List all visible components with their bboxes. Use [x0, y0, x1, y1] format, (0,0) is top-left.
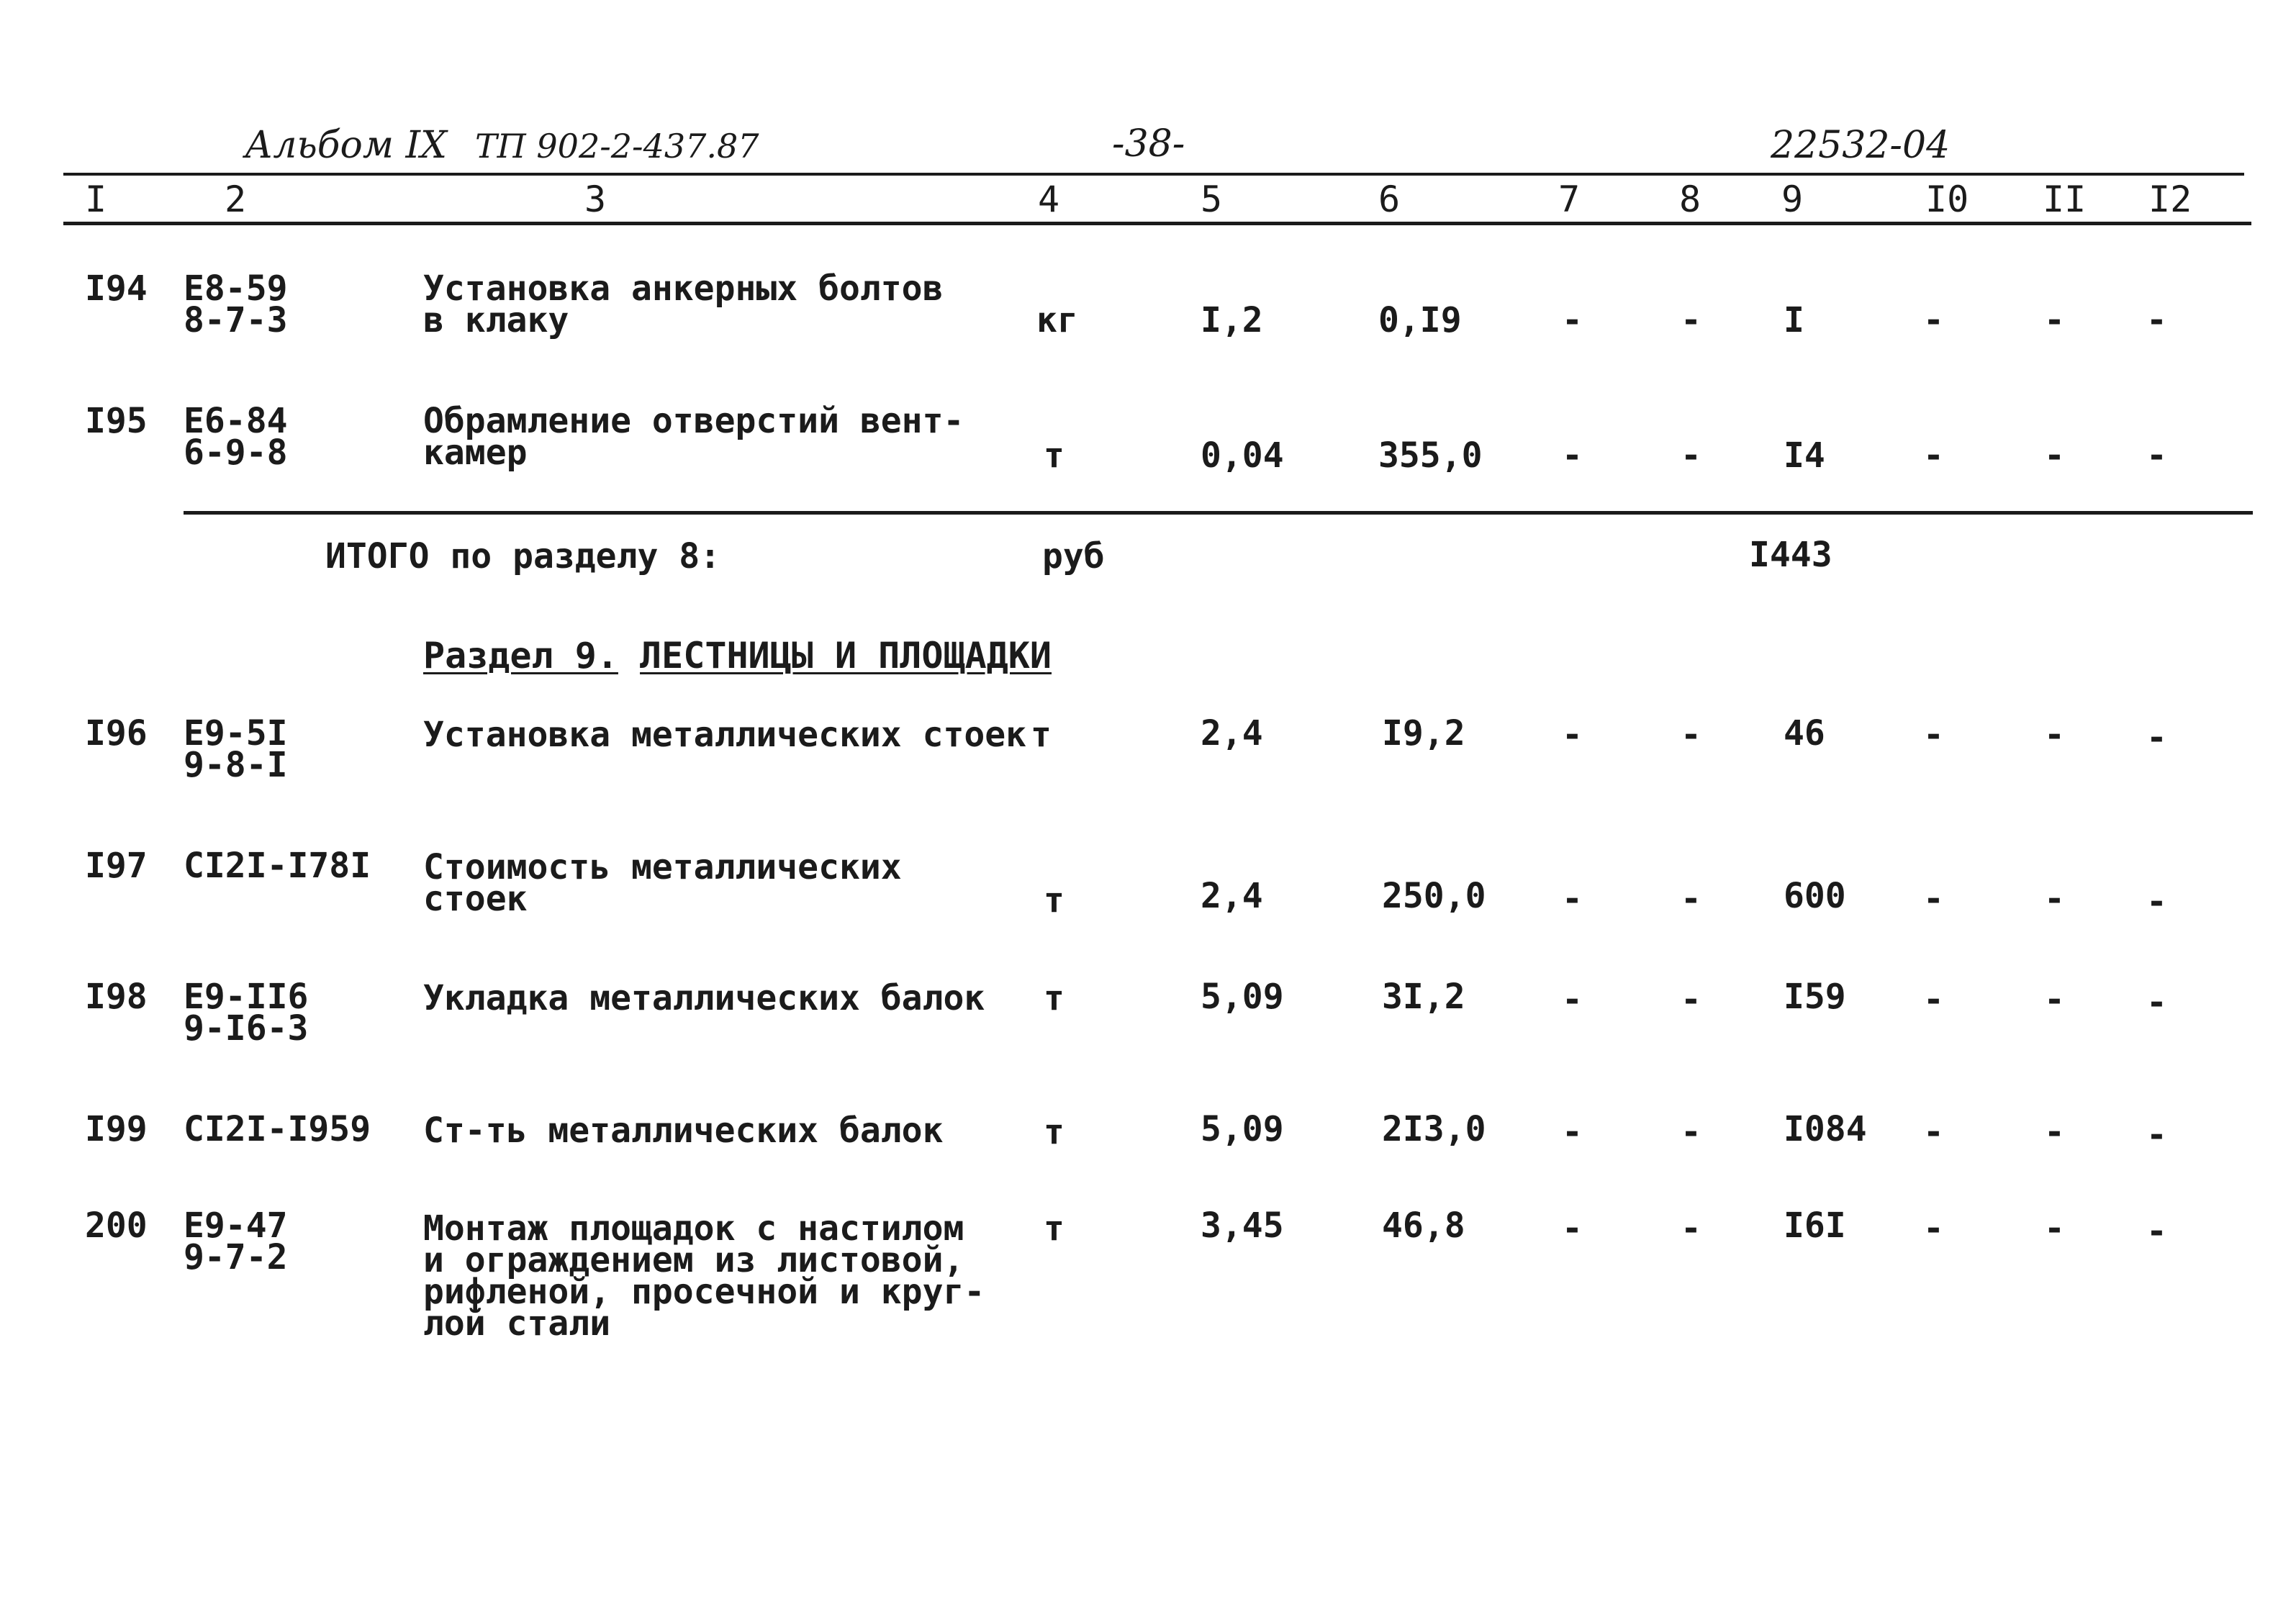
- row-col12: -: [2146, 435, 2167, 476]
- row-col8: -: [1681, 980, 1701, 1020]
- row-col7: -: [1562, 1208, 1583, 1249]
- album-label: Альбом IX: [245, 124, 448, 167]
- row-col10: -: [1923, 1208, 1944, 1249]
- section-total-unit: руб: [1042, 536, 1105, 576]
- row-price: 46,8: [1382, 1205, 1465, 1246]
- row-quantity: I,2: [1201, 300, 1263, 340]
- row-col12: -: [2146, 982, 2167, 1023]
- row-unit: т: [1044, 880, 1065, 920]
- row-description: Стоимость металлических: [423, 847, 902, 887]
- row-price: 2I3,0: [1382, 1109, 1486, 1149]
- row-price: 250,0: [1382, 876, 1486, 916]
- row-col7: -: [1562, 879, 1583, 919]
- row-col7: -: [1562, 980, 1583, 1020]
- row-number: I97: [85, 846, 148, 886]
- row-description: Монтаж площадок с настилом: [423, 1208, 964, 1249]
- row-number: 200: [85, 1205, 148, 1246]
- section-total-value: I443: [1749, 535, 1832, 575]
- row-unit: т: [1044, 1112, 1065, 1152]
- row-number: I98: [85, 977, 148, 1017]
- row-col9: 600: [1784, 876, 1846, 916]
- col-header-7: 7: [1558, 178, 1581, 220]
- header-top-rule: [63, 173, 2244, 176]
- row-description: стоек: [423, 879, 528, 919]
- col-header-6: 6: [1378, 178, 1401, 220]
- row-col10: -: [1923, 1112, 1944, 1152]
- row-code: Е9-5I: [184, 713, 288, 754]
- row-unit: т: [1044, 978, 1065, 1018]
- row-col12: -: [2146, 882, 2167, 922]
- row-col11: -: [2044, 879, 2065, 919]
- row-description: камер: [423, 433, 528, 473]
- row-col7: -: [1562, 300, 1583, 340]
- section-title: ЛЕСТНИЦЫ И ПЛОЩАДКИ: [640, 635, 1052, 677]
- row-code: Е9-II6: [184, 977, 309, 1017]
- row-col9: 46: [1784, 713, 1825, 754]
- col-header-11: II: [2043, 178, 2087, 220]
- row-description: рифленой, просечной и круг-: [423, 1272, 985, 1312]
- row-unit: кг: [1036, 300, 1078, 340]
- row-unit: т: [1031, 715, 1052, 755]
- row-col11: -: [2044, 1112, 2065, 1152]
- section-prefix: Раздел 9.: [423, 635, 618, 677]
- row-col9: I: [1784, 300, 1804, 340]
- row-col8: -: [1681, 435, 1701, 476]
- row-col10: -: [1923, 435, 1944, 476]
- row-col8: -: [1681, 715, 1701, 755]
- row-code: СI2I-I78I: [184, 846, 371, 886]
- row-description: в клаку: [423, 300, 569, 340]
- row-price: 0,I9: [1378, 300, 1462, 340]
- row-col12: -: [2146, 1211, 2167, 1252]
- col-header-4: 4: [1038, 178, 1060, 220]
- row-col7: -: [1562, 715, 1583, 755]
- row-col11: -: [2044, 980, 2065, 1020]
- col-header-12: I2: [2148, 178, 2192, 220]
- row-quantity: 0,04: [1201, 435, 1284, 476]
- row-code-sub: 6-9-8: [184, 433, 288, 473]
- row-col8: -: [1681, 300, 1701, 340]
- col-header-5: 5: [1201, 178, 1223, 220]
- row-col11: -: [2044, 435, 2065, 476]
- row-col10: -: [1923, 980, 1944, 1020]
- row-quantity: 2,4: [1201, 876, 1263, 916]
- row-col10: -: [1923, 300, 1944, 340]
- col-header-9: 9: [1781, 178, 1804, 220]
- row-col7: -: [1562, 435, 1583, 476]
- row-quantity: 5,09: [1201, 977, 1284, 1017]
- row-description: Установка анкерных болтов: [423, 268, 944, 309]
- row-col8: -: [1681, 879, 1701, 919]
- project-code: ТП 902-2-437.87: [475, 127, 759, 166]
- row-col10: -: [1923, 879, 1944, 919]
- row-description: Обрамление отверстий вент-: [423, 401, 964, 441]
- row-description: и ограждением из листовой,: [423, 1240, 964, 1280]
- row-quantity: 5,09: [1201, 1109, 1284, 1149]
- row-col11: -: [2044, 1208, 2065, 1249]
- row-unit: т: [1044, 1208, 1065, 1249]
- row-description: Ст-ть металлических балок: [423, 1110, 944, 1151]
- col-header-10: I0: [1925, 178, 1969, 220]
- row-code-sub: 9-8-I: [184, 745, 288, 785]
- row-price: 3I,2: [1382, 977, 1465, 1017]
- row-col9: I6I: [1784, 1205, 1846, 1246]
- row-code-sub: 8-7-3: [184, 300, 288, 340]
- section-total-label: ИТОГО по разделу 8:: [325, 536, 721, 576]
- row-col12: -: [2146, 718, 2167, 758]
- row-description: Установка металлических стоек: [423, 715, 1027, 755]
- row-code: Е9-47: [184, 1205, 288, 1246]
- row-col9: I59: [1784, 977, 1846, 1017]
- row-col8: -: [1681, 1112, 1701, 1152]
- row-description: лой стали: [423, 1303, 611, 1344]
- document-number: 22532-04: [1771, 124, 1951, 167]
- row-code: Е6-84: [184, 401, 288, 441]
- row-price: 355,0: [1378, 435, 1483, 476]
- row-col12: -: [2146, 300, 2167, 340]
- row-number: I94: [85, 268, 148, 309]
- row-col10: -: [1923, 715, 1944, 755]
- row-col11: -: [2044, 715, 2065, 755]
- row-price: I9,2: [1382, 713, 1465, 754]
- row-code-sub: 9-I6-3: [184, 1008, 309, 1049]
- page-number: -38-: [1112, 122, 1185, 166]
- section-heading: [423, 635, 1052, 677]
- col-header-3: 3: [584, 178, 607, 220]
- row-col11: -: [2044, 300, 2065, 340]
- row-number: I96: [85, 713, 148, 754]
- row-col9: I084: [1784, 1109, 1867, 1149]
- row-number: I95: [85, 401, 148, 441]
- row-unit: т: [1044, 435, 1065, 476]
- row-description: Укладка металлических балок: [423, 978, 985, 1018]
- row-code: СI2I-I959: [184, 1109, 371, 1149]
- row-number: I99: [85, 1109, 148, 1149]
- header-bottom-rule: [63, 222, 2251, 225]
- row-col7: -: [1562, 1112, 1583, 1152]
- col-header-2: 2: [225, 178, 247, 220]
- row-code-sub: 9-7-2: [184, 1237, 288, 1277]
- row-col12: -: [2146, 1115, 2167, 1155]
- row-code: Е8-59: [184, 268, 288, 309]
- col-header-1: I: [85, 178, 107, 220]
- col-header-8: 8: [1679, 178, 1701, 220]
- row-col9: I4: [1784, 435, 1825, 476]
- row-quantity: 2,4: [1201, 713, 1263, 754]
- section-total-rule: [184, 511, 2253, 515]
- row-quantity: 3,45: [1201, 1205, 1284, 1246]
- row-col8: -: [1681, 1208, 1701, 1249]
